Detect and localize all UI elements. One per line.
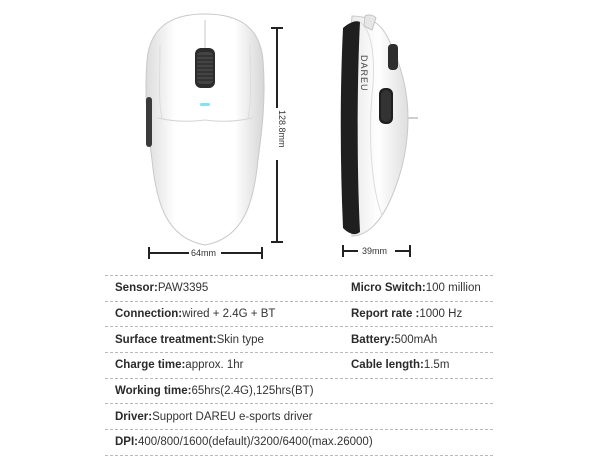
spec-key-sensor: Sensor:	[115, 282, 158, 295]
width-label: 64mm	[191, 248, 217, 258]
spec-key-cable-length: Cable length:	[351, 359, 424, 372]
spec-row-working-time	[105, 378, 493, 404]
spec-value-charge-time: approx. 1hr	[185, 359, 244, 372]
spec-value-dpi: 400/800/1600(default)/3200/6400(max.26000)	[138, 436, 373, 449]
spec-value-cable-length: 1.5m	[423, 359, 450, 372]
spec-row-dpi	[105, 429, 493, 456]
spec-row-charge	[105, 352, 493, 378]
spec-row-sensor	[105, 275, 493, 301]
spec-value-battery: 500mAh	[394, 333, 438, 346]
spec-value-sensor: PAW3395	[157, 282, 209, 295]
spec-key-report-rate: Report rate :	[351, 308, 420, 321]
mouse-side-grip	[341, 21, 360, 234]
spec-row-driver	[105, 403, 493, 429]
spec-key-working-time: Working time:	[115, 385, 192, 398]
height-label: 39mm	[362, 246, 388, 256]
spec-key-connection: Connection:	[115, 308, 183, 321]
spec-table	[105, 275, 493, 456]
spec-key-surface-treatment: Surface treatment:	[115, 333, 217, 346]
spec-key-driver: Driver:	[115, 410, 153, 423]
mouse-side-view	[341, 15, 418, 236]
mouse-top-view	[146, 14, 264, 245]
spec-value-surface-treatment: Skin type	[216, 333, 264, 346]
spec-value-micro-switch: 100 million	[425, 282, 481, 295]
spec-value-working-time: 65hrs(2.4G),125hrs(BT)	[191, 385, 314, 398]
spec-key-battery: Battery:	[351, 333, 395, 346]
spec-row-connection	[105, 301, 493, 327]
side-scroll-wheel	[388, 44, 398, 70]
spec-value-driver: Support DAREU e-sports driver	[152, 410, 313, 423]
dpi-indicator-light	[200, 103, 210, 106]
spec-value-report-rate: 1000 Hz	[419, 308, 463, 321]
brand-logo-side: DAREU	[359, 55, 369, 92]
spec-value-connection: wired + 2.4G + BT	[182, 308, 276, 321]
spec-row-surface	[105, 326, 493, 352]
length-label: 128.8mm	[277, 110, 287, 148]
side-button-left	[146, 97, 152, 147]
spec-key-charge-time: Charge time:	[115, 359, 186, 372]
spec-key-dpi: DPI:	[115, 436, 138, 449]
spec-key-micro-switch: Micro Switch:	[351, 282, 426, 295]
